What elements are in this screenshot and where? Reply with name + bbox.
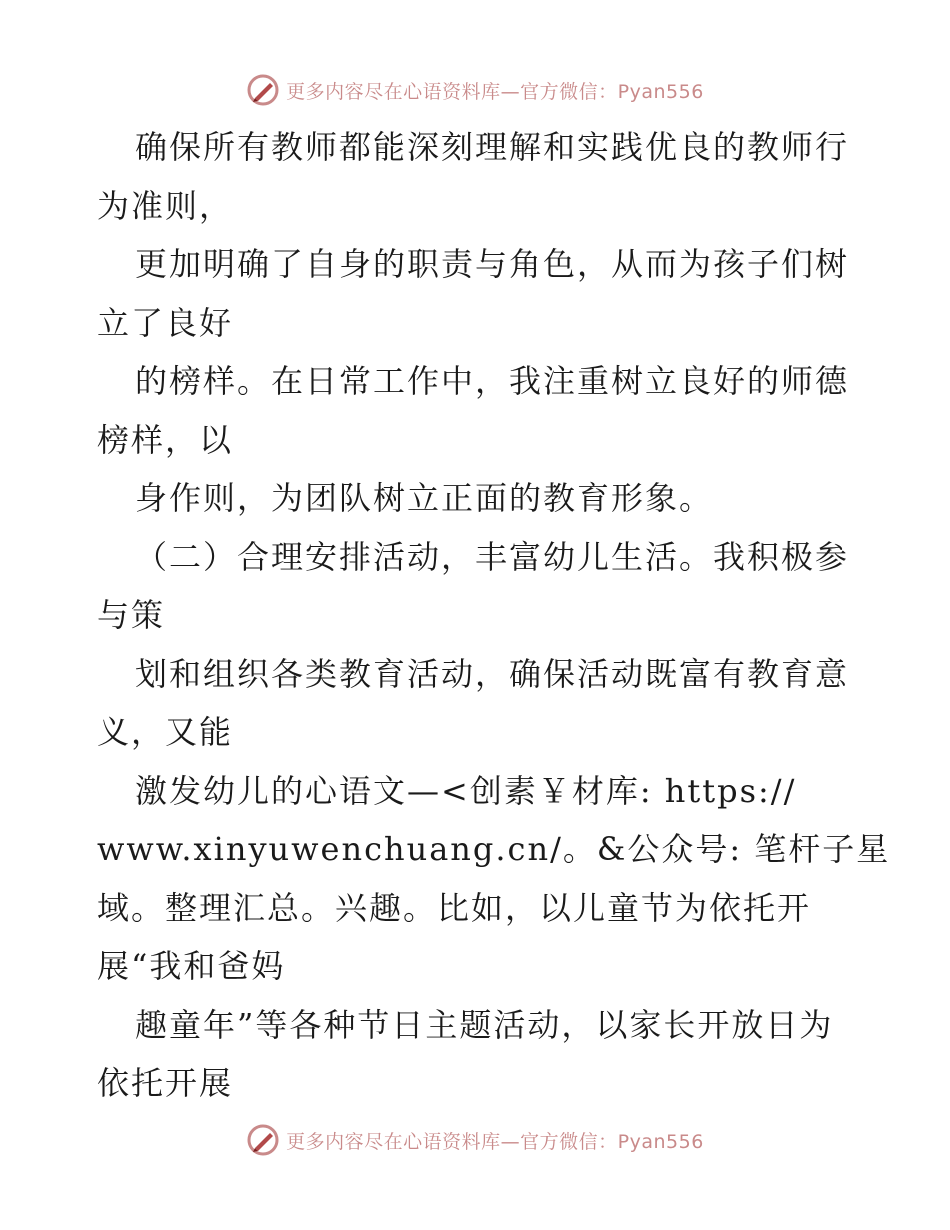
text-line: 与策: [97, 596, 166, 634]
text-line: 展“我和爸妈: [97, 947, 286, 985]
text-line: 趣童年”等各种节日主题活动，以家长开放日为: [135, 1005, 834, 1044]
text-line: 义，又能: [97, 713, 234, 751]
text-line: www.xinyuwenchuang.cn/。&公众号: 笔杆子星: [97, 830, 891, 868]
text-line: 域。整理汇总。兴趣。比如，以儿童节为依托开: [97, 888, 812, 927]
text-line: 划和组织各类教育活动，确保活动既富有教育意: [135, 654, 850, 693]
text-line: 立了良好: [97, 303, 234, 342]
text-line: 激发幼儿的心语文—<创素￥材库: https://: [135, 771, 797, 810]
text-line: 的榜样。在日常工作中，我注重树立良好的师德: [135, 362, 850, 400]
document-body: [97, 118, 891, 1113]
text-line: 确保所有教师都能深刻理解和实践优良的教师行: [135, 128, 850, 166]
text-line: 榜样，以: [97, 420, 234, 459]
text-line: 身作则，为团队树立正面的教育形象。: [135, 479, 714, 517]
footer-watermark: [0, 1120, 950, 1160]
header-watermark: [0, 70, 950, 110]
watermark-text: 更多内容尽在心语资料库—官方微信：Pyan556: [286, 1130, 704, 1153]
watermark-text: 更多内容尽在心语资料库—官方微信：Pyan556: [286, 80, 704, 103]
pen-logo-icon: [246, 73, 280, 107]
pen-logo-icon: [246, 1123, 280, 1157]
text-line: （二）合理安排活动，丰富幼儿生活。我积极参: [135, 537, 850, 576]
text-line: 更加明确了自身的职责与角色，从而为孩子们树: [135, 245, 850, 283]
text-line: 为准则，: [97, 186, 234, 225]
text-line: 依托开展: [97, 1064, 234, 1102]
